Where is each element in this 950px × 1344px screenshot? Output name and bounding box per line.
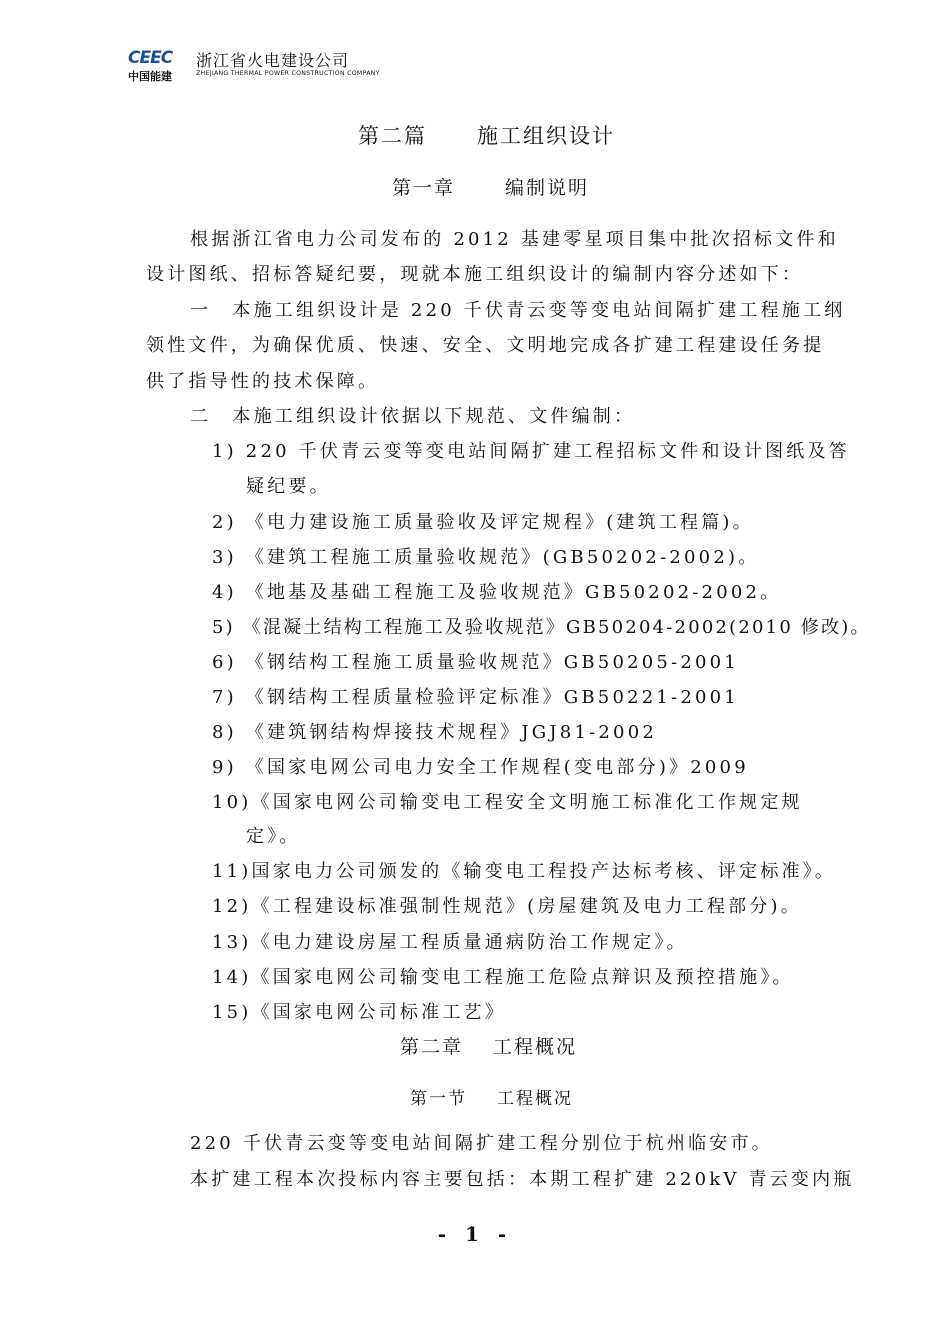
list-item: 2) 《电力建设施工质量验收及评定规程》(建筑工程篇)。 [212, 512, 754, 533]
chapter-2-number: 第二章 [400, 1036, 464, 1058]
chapter-1-name: 编制说明 [505, 177, 590, 199]
body-line: 领性文件，为确保优质、快速、安全、文明地完成各扩建工程建设任务提 [146, 335, 825, 356]
body-line: 供了指导性的技术保障。 [146, 371, 380, 392]
section-1-number: 第一节 [410, 1089, 467, 1109]
chapter-1-number: 第一章 [392, 177, 456, 199]
ceec-logo-icon [128, 48, 184, 84]
list-item-continuation: 定》。 [246, 826, 301, 847]
part-title [358, 120, 615, 150]
body-line: 220 千伏青云变等变电站间隔扩建工程分别位于杭州临安市。 [190, 1133, 773, 1154]
part-number: 第二篇 [358, 124, 427, 148]
list-item: 9) 《国家电网公司电力安全工作规程(变电部分)》2009 [212, 757, 749, 778]
company-name-en: ZHEJIANG THERMAL POWER CONSTRUCTION COMPANY [196, 70, 380, 77]
body-line: 设计图纸、招标答疑纪要，现就本施工组织设计的编制内容分述如下： [146, 264, 804, 285]
body-line: 一 本施工组织设计是 220 千伏青云变等变电站间隔扩建工程施工纲 [190, 300, 846, 321]
section-1-name: 工程概况 [497, 1089, 573, 1109]
list-item: 8) 《建筑钢结构焊接技术规程》JGJ81-2002 [212, 722, 658, 743]
list-item: 4) 《地基及基础工程施工及验收规范》GB50202-2002。 [212, 582, 782, 603]
list-item: 11)国家电力公司颁发的《输变电工程投产达标考核、评定标准》。 [212, 861, 837, 882]
page-number: - 1 - [437, 1222, 513, 1246]
list-item: 3) 《建筑工程施工质量验收规范》(GB50202-2002)。 [212, 547, 760, 568]
list-item: 6) 《钢结构工程施工质量验收规范》GB50205-2001 [212, 652, 739, 673]
part-name: 施工组织设计 [477, 124, 615, 148]
chapter-2-name: 工程概况 [493, 1036, 578, 1058]
list-item: 12)《工程建设标准强制性规范》(房屋建筑及电力工程部分)。 [212, 896, 802, 917]
list-item: 10)《国家电网公司输变电工程安全文明施工标准化工作规定规 [212, 792, 803, 813]
chapter-2-title [400, 1032, 577, 1059]
logo-mark-text: CEEC [128, 48, 173, 68]
section-1-title [410, 1084, 573, 1109]
logo-cn-text: 中国能建 [128, 70, 172, 83]
list-item: 7) 《钢结构工程质量检验评定标准》GB50221-2001 [212, 687, 739, 708]
chapter-1-title [392, 173, 589, 200]
list-item: 1) 220 千伏青云变等变电站间隔扩建工程招标文件和设计图纸及答 [212, 441, 850, 462]
list-item-continuation: 疑纪要。 [246, 476, 331, 497]
body-line: 根据浙江省电力公司发布的 2012 基建零星项目集中批次招标文件和 [190, 229, 839, 250]
body-line: 二 本施工组织设计依据以下规范、文件编制： [190, 406, 636, 427]
list-item: 14)《国家电网公司输变电工程施工危险点辩识及预控措施》。 [212, 967, 794, 988]
list-item: 13)《电力建设房屋工程质量通病防治工作规定》。 [212, 932, 688, 953]
body-line: 本扩建工程本次投标内容主要包括：本期工程扩建 220kV 青云变内瓶 [190, 1169, 855, 1190]
list-item: 15)《国家电网公司标准工艺》 [212, 1002, 506, 1023]
company-name-cn: 浙江省火电建设公司 [196, 51, 350, 70]
list-item: 5) 《混凝土结构工程施工及验收规范》GB50204-2002(2010 修改)。 [212, 617, 871, 638]
page-header [128, 46, 388, 86]
